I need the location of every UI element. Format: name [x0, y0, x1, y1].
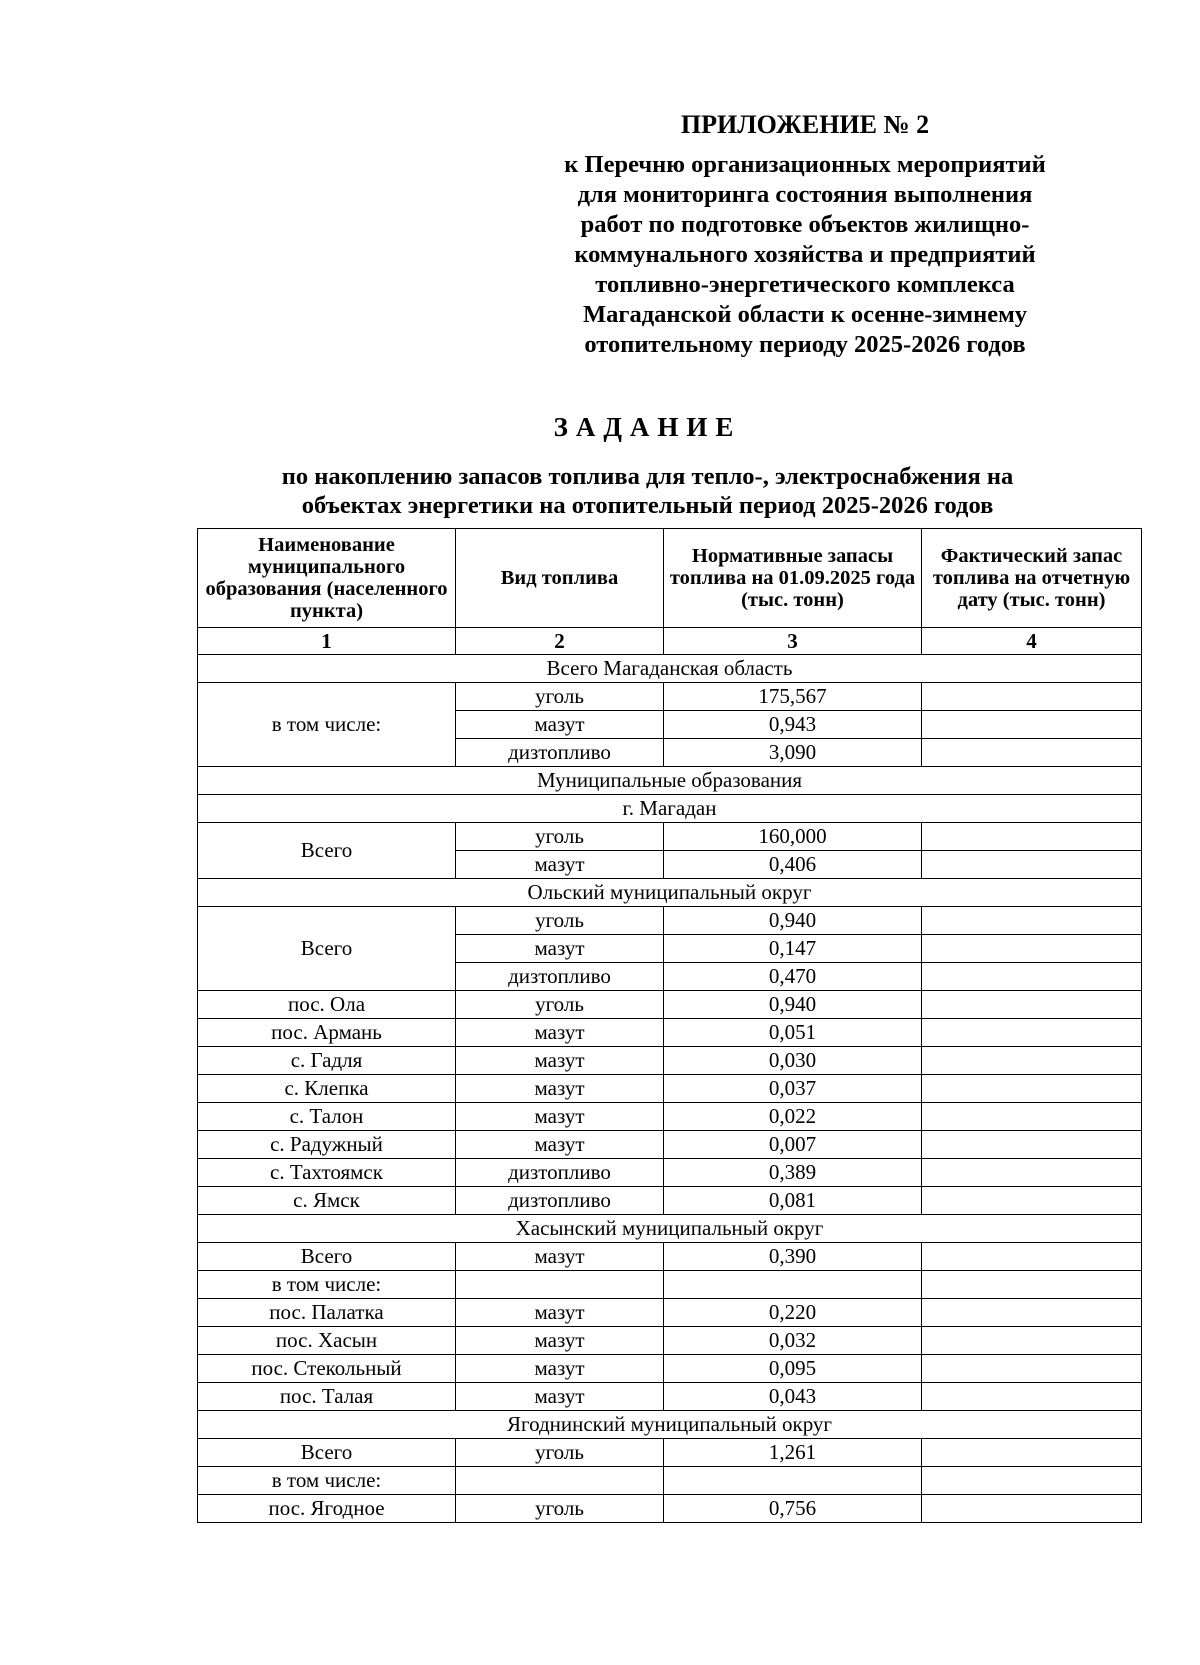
actual-reserve-cell — [922, 935, 1142, 963]
settlement-name-cell: пос. Армань — [198, 1019, 456, 1047]
section-title: Всего Магаданская область — [198, 655, 1142, 683]
norm-reserve-cell: 0,940 — [664, 907, 922, 935]
norm-reserve-cell: 0,943 — [664, 711, 922, 739]
actual-reserve-cell — [922, 963, 1142, 991]
fuel-type-cell: уголь — [456, 1439, 664, 1467]
settlement-name-cell: пос. Ягодное — [198, 1495, 456, 1523]
section-title-row — [198, 1411, 1142, 1439]
table-body — [198, 655, 1142, 1523]
settlement-name-cell: пос. Талая — [198, 1383, 456, 1411]
section-title: Хасынский муниципальный округ — [198, 1215, 1142, 1243]
task-subtitle — [190, 462, 1105, 520]
settlement-name-cell: с. Ямск — [198, 1187, 456, 1215]
settlement-name-cell: пос. Палатка — [198, 1299, 456, 1327]
norm-reserve-cell: 0,043 — [664, 1383, 922, 1411]
norm-reserve-cell: 175,567 — [664, 683, 922, 711]
appendix-line: для мониторинга состояния выполнения — [577, 181, 1033, 208]
actual-reserve-cell — [922, 1467, 1142, 1495]
norm-reserve-cell: 0,470 — [664, 963, 922, 991]
fuel-type-cell: мазут — [456, 1299, 664, 1327]
fuel-type-cell: дизтопливо — [456, 963, 664, 991]
norm-reserve-cell: 1,261 — [664, 1439, 922, 1467]
appendix-line: к Перечню организационных мероприятий — [564, 151, 1046, 178]
norm-reserve-cell: 0,007 — [664, 1131, 922, 1159]
header-actual-reserve: Фактический запас топлива на отчетную дату (тыс. тонн) — [922, 529, 1142, 628]
fuel-type-cell: мазут — [456, 1131, 664, 1159]
actual-reserve-cell — [922, 1271, 1142, 1299]
norm-reserve-cell: 0,051 — [664, 1019, 922, 1047]
fuel-type-cell: уголь — [456, 907, 664, 935]
section-title-row — [198, 795, 1142, 823]
appendix-line: топливно-энергетического комплекса — [595, 271, 1015, 298]
actual-reserve-cell — [922, 851, 1142, 879]
fuel-type-cell: уголь — [456, 991, 664, 1019]
actual-reserve-cell — [922, 991, 1142, 1019]
actual-reserve-cell — [922, 739, 1142, 767]
norm-reserve-cell: 0,022 — [664, 1103, 922, 1131]
fuel-type-cell: мазут — [456, 1047, 664, 1075]
actual-reserve-cell — [922, 1383, 1142, 1411]
table-row — [198, 1327, 1142, 1355]
table-row — [198, 1383, 1142, 1411]
table-row — [198, 1187, 1142, 1215]
section-title-row — [198, 879, 1142, 907]
actual-reserve-cell — [922, 1103, 1142, 1131]
fuel-type-cell: мазут — [456, 1355, 664, 1383]
section-title: Ольский муниципальный округ — [198, 879, 1142, 907]
column-number: 1 — [198, 628, 456, 655]
table-row — [198, 907, 1142, 935]
actual-reserve-cell — [922, 1047, 1142, 1075]
table-row — [198, 1075, 1142, 1103]
norm-reserve-cell: 0,220 — [664, 1299, 922, 1327]
actual-reserve-cell — [922, 1495, 1142, 1523]
norm-reserve-cell — [664, 1467, 922, 1495]
fuel-type-cell: дизтопливо — [456, 739, 664, 767]
settlement-name-cell: пос. Стекольный — [198, 1355, 456, 1383]
column-number-row — [198, 628, 1142, 655]
task-subtitle-line: объектах энергетики на отопительный период 2025-2026 годов — [301, 492, 994, 519]
settlement-name-cell: в том числе: — [198, 1271, 456, 1299]
norm-reserve-cell: 0,032 — [664, 1327, 922, 1355]
group-label: в том числе: — [198, 683, 456, 767]
fuel-type-cell: дизтопливо — [456, 1187, 664, 1215]
settlement-name-cell: Всего — [198, 1243, 456, 1271]
appendix-line: Магаданской области к осенне-зимнему — [582, 301, 1028, 328]
fuel-type-cell: уголь — [456, 1495, 664, 1523]
section-title: г. Магадан — [198, 795, 1142, 823]
norm-reserve-cell: 0,081 — [664, 1187, 922, 1215]
table-row — [198, 1103, 1142, 1131]
fuel-type-cell: уголь — [456, 683, 664, 711]
header-municipality: Наименование муниципального образования (населенного пункта) — [198, 529, 456, 628]
appendix-line: отопительному периоду 2025-2026 годов — [584, 331, 1026, 358]
fuel-type-cell: мазут — [456, 1075, 664, 1103]
actual-reserve-cell — [922, 1243, 1142, 1271]
fuel-type-cell: мазут — [456, 1383, 664, 1411]
fuel-type-cell: мазут — [456, 1327, 664, 1355]
actual-reserve-cell — [922, 1187, 1142, 1215]
group-label: Всего — [198, 823, 456, 879]
task-header — [190, 410, 1105, 520]
settlement-name-cell: пос. Хасын — [198, 1327, 456, 1355]
actual-reserve-cell — [922, 1019, 1142, 1047]
header-norm-reserve: Нормативные запасы топлива на 01.09.2025 года (тыс. тонн) — [664, 529, 922, 628]
appendix-line: коммунального хозяйства и предприятий — [574, 241, 1036, 268]
column-number: 3 — [664, 628, 922, 655]
section-title: Муниципальные образования — [198, 767, 1142, 795]
norm-reserve-cell: 0,756 — [664, 1495, 922, 1523]
fuel-type-cell: мазут — [456, 851, 664, 879]
norm-reserve-cell — [664, 1271, 922, 1299]
table-row — [198, 1495, 1142, 1523]
fuel-type-cell: мазут — [456, 935, 664, 963]
actual-reserve-cell — [922, 1159, 1142, 1187]
appendix-line: работ по подготовке объектов жилищно- — [580, 211, 1030, 238]
table-row — [198, 823, 1142, 851]
norm-reserve-cell: 0,037 — [664, 1075, 922, 1103]
table-row — [198, 1019, 1142, 1047]
fuel-type-cell: мазут — [456, 1243, 664, 1271]
appendix-header — [490, 110, 1120, 360]
actual-reserve-cell — [922, 823, 1142, 851]
norm-reserve-cell: 0,390 — [664, 1243, 922, 1271]
column-number: 2 — [456, 628, 664, 655]
group-label: Всего — [198, 907, 456, 991]
section-title: Ягоднинский муниципальный округ — [198, 1411, 1142, 1439]
fuel-type-cell — [456, 1467, 664, 1495]
fuel-type-cell: мазут — [456, 1019, 664, 1047]
actual-reserve-cell — [922, 907, 1142, 935]
table-row — [198, 1159, 1142, 1187]
norm-reserve-cell: 0,095 — [664, 1355, 922, 1383]
header-fuel-type: Вид топлива — [456, 529, 664, 628]
fuel-type-cell: дизтопливо — [456, 1159, 664, 1187]
fuel-reserves-table — [197, 528, 1142, 1523]
settlement-name-cell: с. Гадля — [198, 1047, 456, 1075]
norm-reserve-cell: 160,000 — [664, 823, 922, 851]
table-row — [198, 1467, 1142, 1495]
settlement-name-cell: с. Тахтоямск — [198, 1159, 456, 1187]
actual-reserve-cell — [922, 1327, 1142, 1355]
norm-reserve-cell: 0,406 — [664, 851, 922, 879]
table-row — [198, 991, 1142, 1019]
task-title: ЗАДАНИЕ — [553, 412, 742, 442]
settlement-name-cell: пос. Ола — [198, 991, 456, 1019]
fuel-type-cell: мазут — [456, 1103, 664, 1131]
settlement-name-cell: с. Клепка — [198, 1075, 456, 1103]
fuel-type-cell — [456, 1271, 664, 1299]
actual-reserve-cell — [922, 711, 1142, 739]
actual-reserve-cell — [922, 1355, 1142, 1383]
fuel-type-cell: мазут — [456, 711, 664, 739]
norm-reserve-cell: 3,090 — [664, 739, 922, 767]
table-row — [198, 1131, 1142, 1159]
norm-reserve-cell: 0,030 — [664, 1047, 922, 1075]
actual-reserve-cell — [922, 1075, 1142, 1103]
column-number: 4 — [922, 628, 1142, 655]
settlement-name-cell: Всего — [198, 1439, 456, 1467]
actual-reserve-cell — [922, 1131, 1142, 1159]
norm-reserve-cell: 0,940 — [664, 991, 922, 1019]
settlement-name-cell: в том числе: — [198, 1467, 456, 1495]
table-row — [198, 1299, 1142, 1327]
actual-reserve-cell — [922, 1439, 1142, 1467]
task-subtitle-line: по накоплению запасов топлива для тепло-, электроснабжения на — [281, 463, 1014, 490]
table-row — [198, 1271, 1142, 1299]
table-header-row — [198, 529, 1142, 628]
section-title-row — [198, 767, 1142, 795]
table-row — [198, 1243, 1142, 1271]
settlement-name-cell: с. Талон — [198, 1103, 456, 1131]
fuel-type-cell: уголь — [456, 823, 664, 851]
section-title-row — [198, 1215, 1142, 1243]
norm-reserve-cell: 0,389 — [664, 1159, 922, 1187]
settlement-name-cell: с. Радужный — [198, 1131, 456, 1159]
norm-reserve-cell: 0,147 — [664, 935, 922, 963]
table-row — [198, 683, 1142, 711]
actual-reserve-cell — [922, 1299, 1142, 1327]
appendix-title: ПРИЛОЖЕНИЕ № 2 — [680, 110, 930, 139]
section-title-row — [198, 655, 1142, 683]
table-row — [198, 1439, 1142, 1467]
table-row — [198, 1047, 1142, 1075]
table-row — [198, 1355, 1142, 1383]
actual-reserve-cell — [922, 683, 1142, 711]
